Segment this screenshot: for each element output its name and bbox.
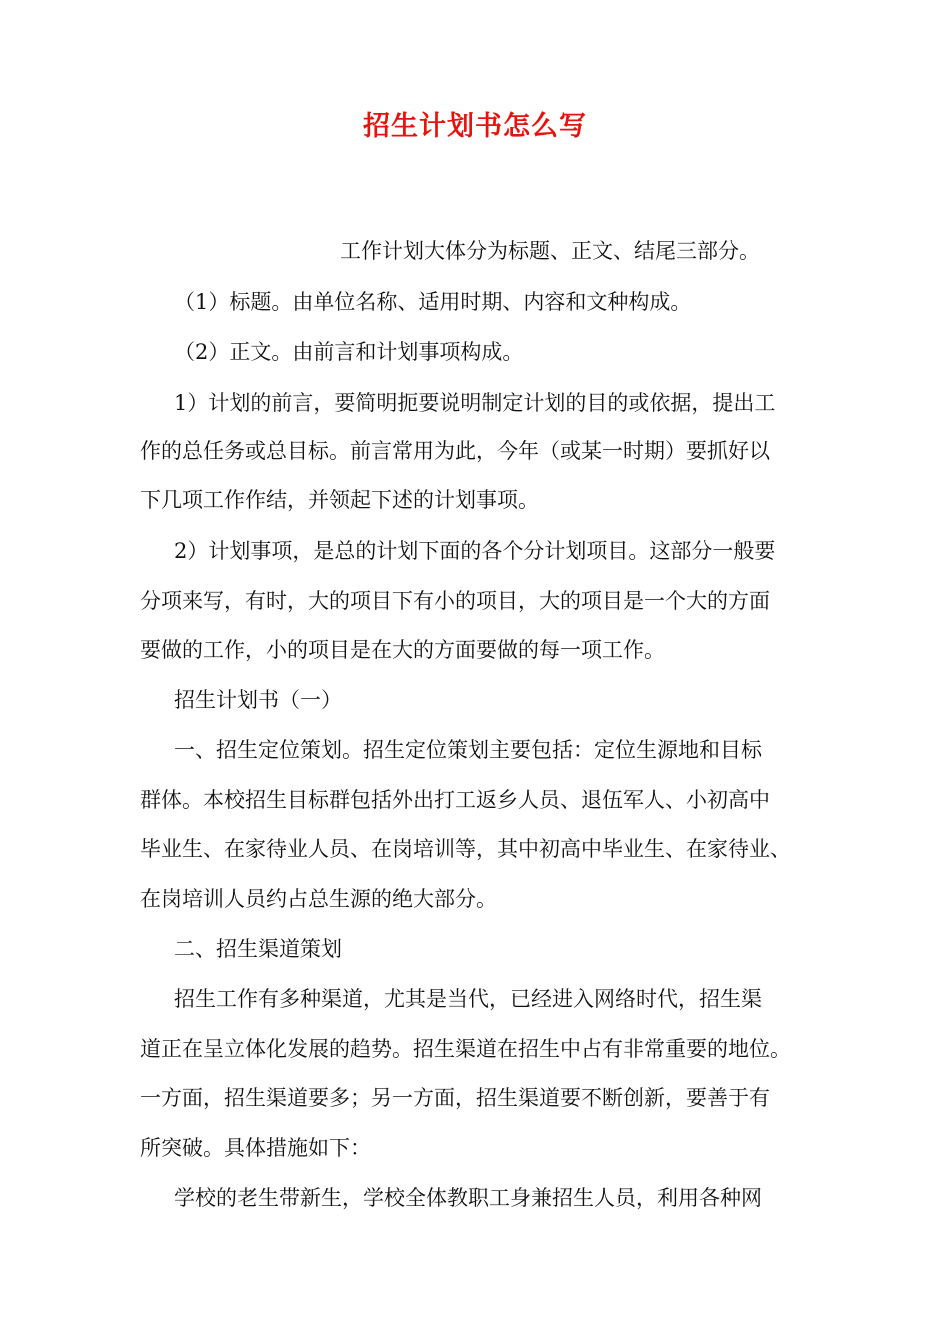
- paragraph-line: 群体。本校招生目标群包括外出打工返乡人员、退伍军人、小初高中: [140, 788, 770, 812]
- paragraph-line: 工作计划大体分为标题、正文、结尾三部分。: [340, 239, 760, 263]
- paragraph-line: 道正在呈立体化发展的趋势。招生渠道在招生中占有非常重要的地位。: [140, 1037, 791, 1061]
- paragraph-line: （1）标题。由单位名称、适用时期、内容和文种构成。: [174, 290, 692, 314]
- paragraph-line: 分项来写，有时，大的项目下有小的项目，大的项目是一个大的方面: [140, 589, 770, 613]
- paragraph-line: 下几项工作作结，并领起下述的计划事项。: [140, 488, 539, 512]
- paragraph-line: 一、招生定位策划。招生定位策划主要包括：定位生源地和目标: [174, 738, 762, 762]
- paragraph-line: 要做的工作，小的项目是在大的方面要做的每一项工作。: [140, 638, 665, 662]
- paragraph-line: 作的总任务或总目标。前言常用为此，今年（或某一时期）要抓好以: [140, 439, 770, 463]
- paragraph-line: 2）计划事项，是总的计划下面的各个分计划项目。这部分一般要: [174, 539, 776, 563]
- document-title: 招生计划书怎么写: [363, 111, 587, 142]
- section-heading: 招生计划书（一）: [174, 688, 342, 712]
- paragraph-line: 学校的老生带新生，学校全体教职工身兼招生人员，利用各种网: [174, 1186, 762, 1210]
- paragraph-line: 招生工作有多种渠道，尤其是当代，已经进入网络时代，招生渠: [174, 987, 762, 1011]
- paragraph-line: 毕业生、在家待业人员、在岗培训等，其中初高中毕业生、在家待业、: [140, 837, 791, 861]
- paragraph-line: 1）计划的前言，要简明扼要说明制定计划的目的或依据，提出工: [174, 391, 776, 415]
- section-heading: 二、招生渠道策划: [174, 937, 342, 961]
- paragraph-line: 所突破。具体措施如下：: [140, 1136, 371, 1160]
- paragraph-line: 一方面，招生渠道要多；另一方面，招生渠道要不断创新，要善于有: [140, 1086, 770, 1110]
- paragraph-line: 在岗培训人员约占总生源的绝大部分。: [140, 887, 497, 911]
- paragraph-line: （2）正文。由前言和计划事项构成。: [174, 340, 524, 364]
